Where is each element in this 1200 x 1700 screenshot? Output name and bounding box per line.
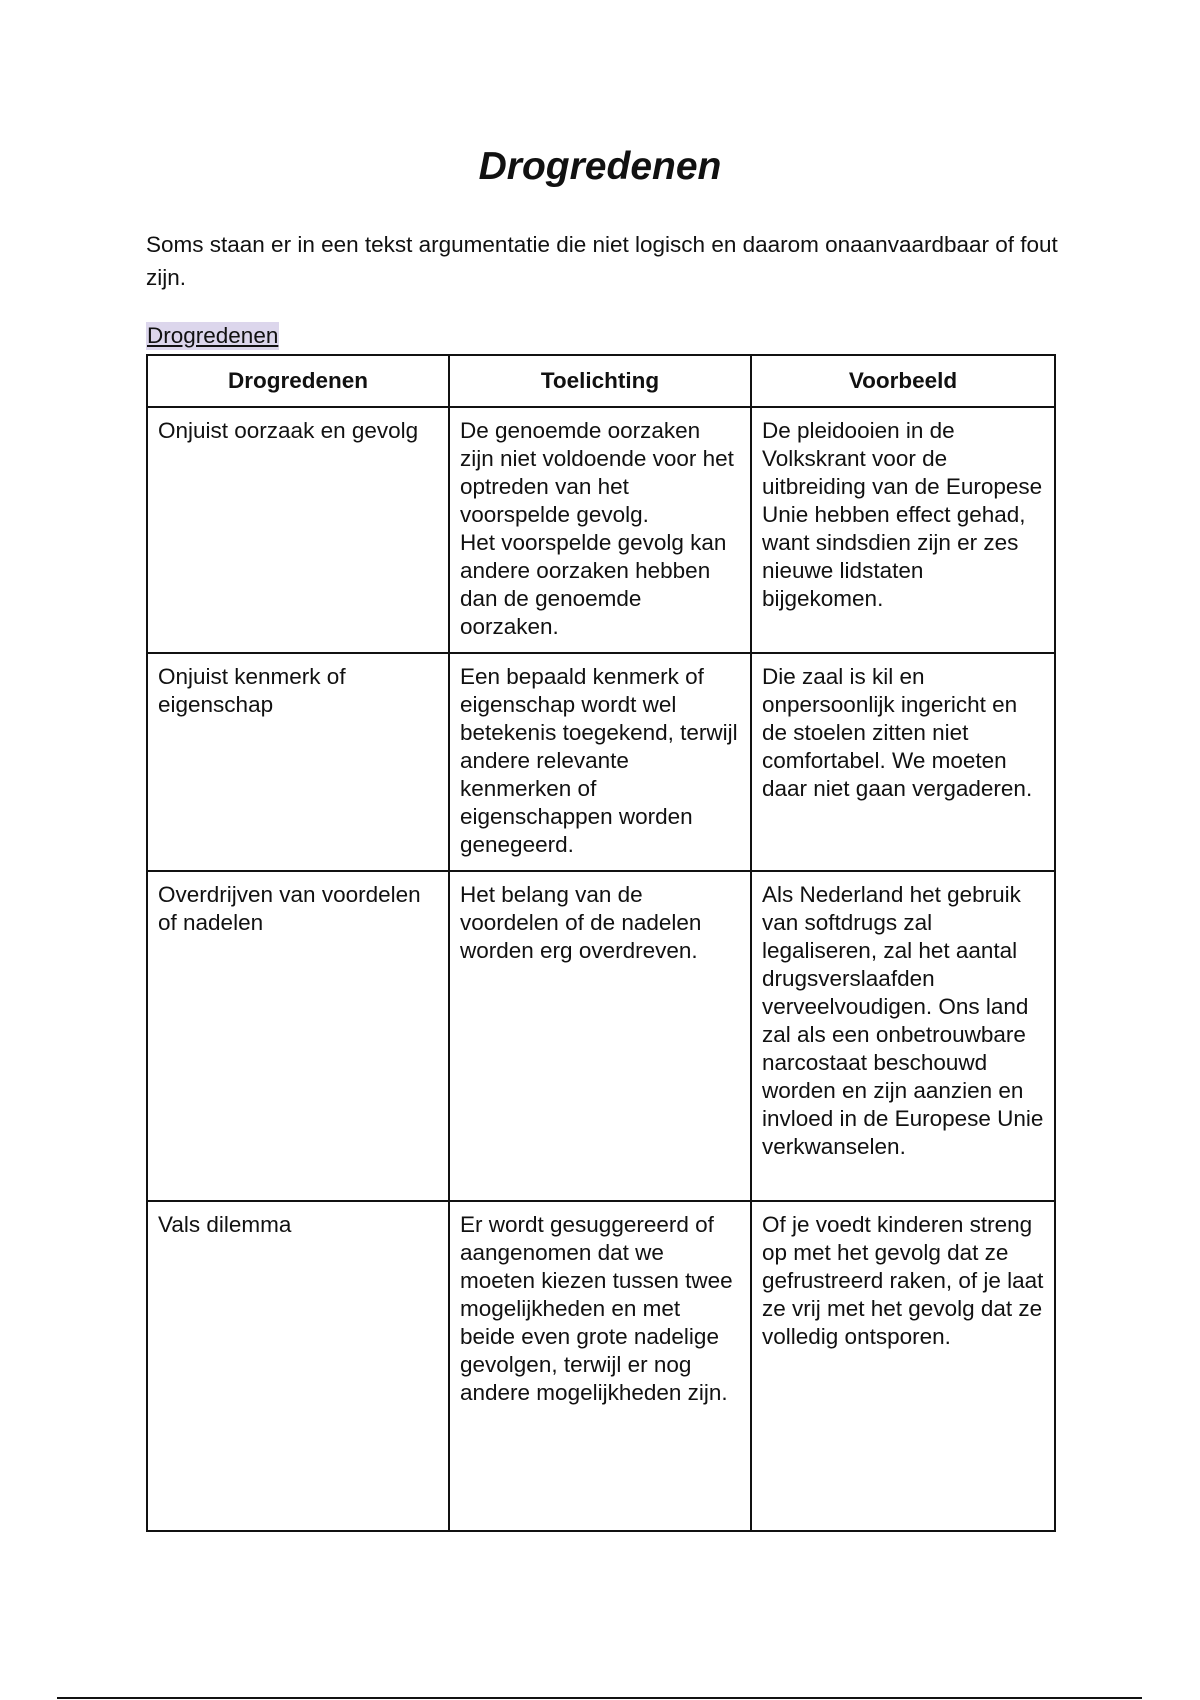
cell-toelichting: Het belang van de voordelen of de nadelen worden erg overdreven.: [449, 871, 751, 1201]
page-title: Drogredenen: [478, 145, 722, 188]
table-row: [147, 407, 1055, 653]
cell-drogreden: Onjuist oorzaak en gevolg: [147, 407, 449, 653]
cell-drogreden: Vals dilemma: [147, 1201, 449, 1531]
cell-voorbeeld: Als Nederland het gebruik van softdrugs zal legaliseren, zal het aantal drugsverslaafden verveelvoudigen. Ons land zal als een onbetrouwbare narcostaat beschouwd worden en zijn aanzien en invloed in de Europese Unie verkwanselen.: [751, 871, 1055, 1201]
cell-toelichting: Een bepaald kenmerk of eigenschap wordt wel betekenis toegekend, terwijl andere relevante kenmerken of eigenschappen worden genegeerd.: [449, 653, 751, 871]
cell-toelichting: De genoemde oorzaken zijn niet voldoende voor het optreden van het voorspelde gevolg. Het voorspelde gevolg kan andere oorzaken hebben dan de genoemde oorzaken.: [449, 407, 751, 653]
footer-divider: [57, 1697, 1142, 1699]
header-toelichting: Toelichting: [449, 355, 751, 407]
cell-drogreden: Overdrijven van voordelen of nadelen: [147, 871, 449, 1201]
intro-paragraph: Soms staan er in een tekst argumentatie die niet logisch en daarom onaanvaardbaar of fout zijn.: [146, 232, 1058, 290]
header-voorbeeld: Voorbeeld: [751, 355, 1055, 407]
table-header-row: [147, 355, 1055, 407]
table-row: [147, 653, 1055, 871]
fallacies-table: [146, 354, 1056, 1532]
cell-toelichting: Er wordt gesuggereerd of aangenomen dat we moeten kiezen tussen twee mogelijkheden en met beide even grote nadelige gevolgen, terwijl er nog andere mogelijkheden zijn.: [449, 1201, 751, 1531]
cell-drogreden: Onjuist kenmerk of eigenschap: [147, 653, 449, 871]
cell-voorbeeld: Die zaal is kil en onpersoonlijk ingericht en de stoelen zitten niet comfortabel. We moeten daar niet gaan vergaderen.: [751, 653, 1055, 871]
cell-voorbeeld: Of je voedt kinderen streng op met het gevolg dat ze gefrustreerd raken, of je laat ze vrij met het gevolg dat ze volledig ontsporen.: [751, 1201, 1055, 1531]
table-row: [147, 1201, 1055, 1531]
table-row: [147, 871, 1055, 1201]
header-drogredenen: Drogredenen: [147, 355, 449, 407]
section-label: Drogredenen: [147, 323, 279, 348]
cell-voorbeeld: De pleidooien in de Volkskrant voor de uitbreiding van de Europese Unie hebben effect gehad, want sindsdien zijn er zes nieuwe lidstaten bijgekomen.: [751, 407, 1055, 653]
